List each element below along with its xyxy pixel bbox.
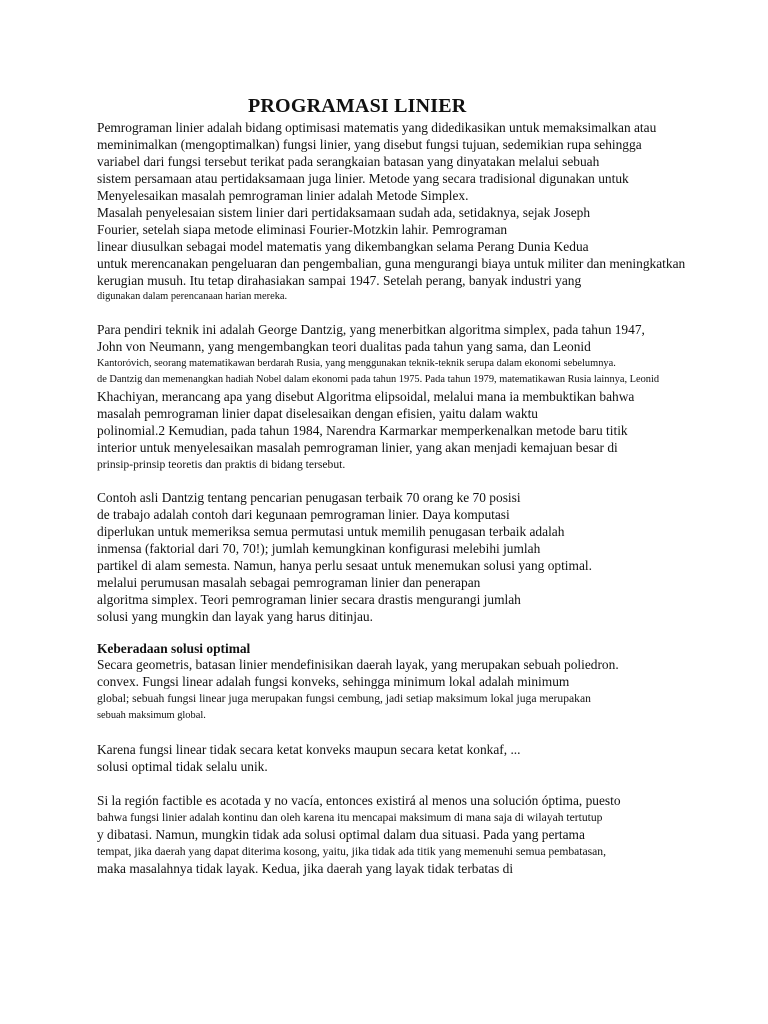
text-line: inmensa (faktorial dari 70, 70!); jumlah kemungkinan konfigurasi melebihi jumlah bbox=[97, 541, 541, 556]
text-line: diperlukan untuk memeriksa semua permutasi untuk memilih penugasan terbaik adalah bbox=[97, 524, 565, 539]
text-line: global; sebuah fungsi linear juga merupakan fungsi cembung, jadi setiap maksimum lokal juga merupakan bbox=[97, 692, 591, 705]
text-line: Pemrograman linier adalah bidang optimisasi matematis yang didedikasikan untuk memaksimalkan atau bbox=[97, 120, 657, 135]
text-line: Si la región factible es acotada y no vacía, entonces existirá al menos una solución óptima, puesto bbox=[97, 793, 621, 808]
text-line: polinomial.2 Kemudian, pada tahun 1984, Narendra Karmarkar memperkenalkan metode baru titik bbox=[97, 423, 628, 438]
text-line: bahwa fungsi linier adalah kontinu dan oleh karena itu mencapai maksimum di mana saja di wilayah tertutup bbox=[97, 811, 603, 824]
text-line: Contoh asli Dantzig tentang pencarian penugasan terbaik 70 orang ke 70 posisi bbox=[97, 490, 521, 505]
text-line: masalah pemrograman linier dapat diselesaikan dengan efisien, yaitu dalam waktu bbox=[97, 406, 538, 421]
text-line: kerugian musuh. Itu tetap dirahasiakan sampai 1947. Setelah perang, banyak industri yang bbox=[97, 273, 582, 288]
text-line: Menyelesaikan masalah pemrograman linier adalah Metode Simplex. bbox=[97, 188, 469, 203]
document-title: PROGRAMASI LINIER bbox=[248, 95, 467, 117]
text-line: Fourier, setelah siapa metode eliminasi Fourier-Motzkin lahir. Pemrograman bbox=[97, 222, 508, 237]
text-line: meminimalkan (mengoptimalkan) fungsi linier, yang disebut fungsi tujuan, sedemikian rupa sehingga bbox=[97, 137, 642, 152]
text-line: sistem persamaan atau pertidaksamaan juga linier. Metode yang secara tradisional digunakan untuk bbox=[97, 171, 629, 186]
text-line: linear diusulkan sebagai model matematis yang dikembangkan selama Perang Dunia Kedua bbox=[97, 239, 589, 254]
text-line: digunakan dalam perencanaan harian mereka. bbox=[97, 291, 288, 302]
text-line: Secara geometris, batasan linier mendefinisikan daerah layak, yang merupakan sebuah poliedron. bbox=[97, 657, 619, 672]
text-line: John von Neumann, yang mengembangkan teori dualitas pada tahun yang sama, dan Leonid bbox=[97, 339, 591, 354]
text-line: y dibatasi. Namun, mungkin tidak ada solusi optimal dalam dua situasi. Pada yang pertama bbox=[97, 827, 585, 842]
text-line: interior untuk menyelesaikan masalah pemrograman linier, yang akan menjadi kemajuan besar di bbox=[97, 440, 618, 455]
text-line: maka masalahnya tidak layak. Kedua, jika daerah yang layak tidak terbatas di bbox=[97, 861, 514, 876]
text-line: tempat, jika daerah yang dapat diterima kosong, yaitu, jika tidak ada titik yang memenuhi semua pembatasan, bbox=[97, 845, 607, 858]
text-line: prinsip-prinsip teoretis dan praktis di bidang tersebut. bbox=[97, 458, 346, 471]
text-line: solusi optimal tidak selalu unik. bbox=[97, 759, 268, 774]
text-line: partikel di alam semesta. Namun, hanya perlu sesaat untuk menemukan solusi yang optimal. bbox=[97, 558, 592, 573]
text-line: de trabajo adalah contoh dari kegunaan pemrograman linier. Daya komputasi bbox=[97, 507, 510, 522]
text-line: variabel dari fungsi tersebut terikat pada serangkaian batasan yang dinyatakan melalui sebuah bbox=[97, 154, 600, 169]
text-line: untuk merencanakan pengeluaran dan pengembalian, guna mengurangi biaya untuk militer dan meningkatkan bbox=[97, 256, 686, 271]
text-line: de Dantzig dan memenangkan hadiah Nobel dalam ekonomi pada tahun 1975. Pada tahun 1979, matematikawan Rusia lainnya, Leonid bbox=[97, 374, 660, 385]
text-line: convex. Fungsi linear adalah fungsi konveks, sehingga minimum lokal adalah minimum bbox=[97, 674, 570, 689]
text-line: Khachiyan, merancang apa yang disebut Algoritma elipsoidal, melalui mana ia membuktikan bahwa bbox=[97, 389, 635, 404]
text-line: Kantoróvich, seorang matematikawan berdarah Rusia, yang menggunakan teknik-teknik serupa dalam ekonomi sebelumnya. bbox=[97, 358, 616, 369]
text-line: sebuah maksimum global. bbox=[97, 710, 206, 721]
text-line: Para pendiri teknik ini adalah George Dantzig, yang menerbitkan algoritma simplex, pada tahun 1947, bbox=[97, 322, 645, 337]
text-line: Karena fungsi linear tidak secara ketat konveks maupun secara ketat konkaf, ... bbox=[97, 742, 521, 757]
text-line: Masalah penyelesaian sistem linier dari pertidaksamaan sudah ada, setidaknya, sejak Joseph bbox=[97, 205, 591, 220]
text-line: melalui perumusan masalah sebagai pemrograman linier dan penerapan bbox=[97, 575, 481, 590]
section-heading: Keberadaan solusi optimal bbox=[97, 641, 251, 656]
text-line: solusi yang mungkin dan layak yang harus ditinjau. bbox=[97, 609, 373, 624]
text-line: algoritma simplex. Teori pemrograman linier secara drastis mengurangi jumlah bbox=[97, 592, 521, 607]
